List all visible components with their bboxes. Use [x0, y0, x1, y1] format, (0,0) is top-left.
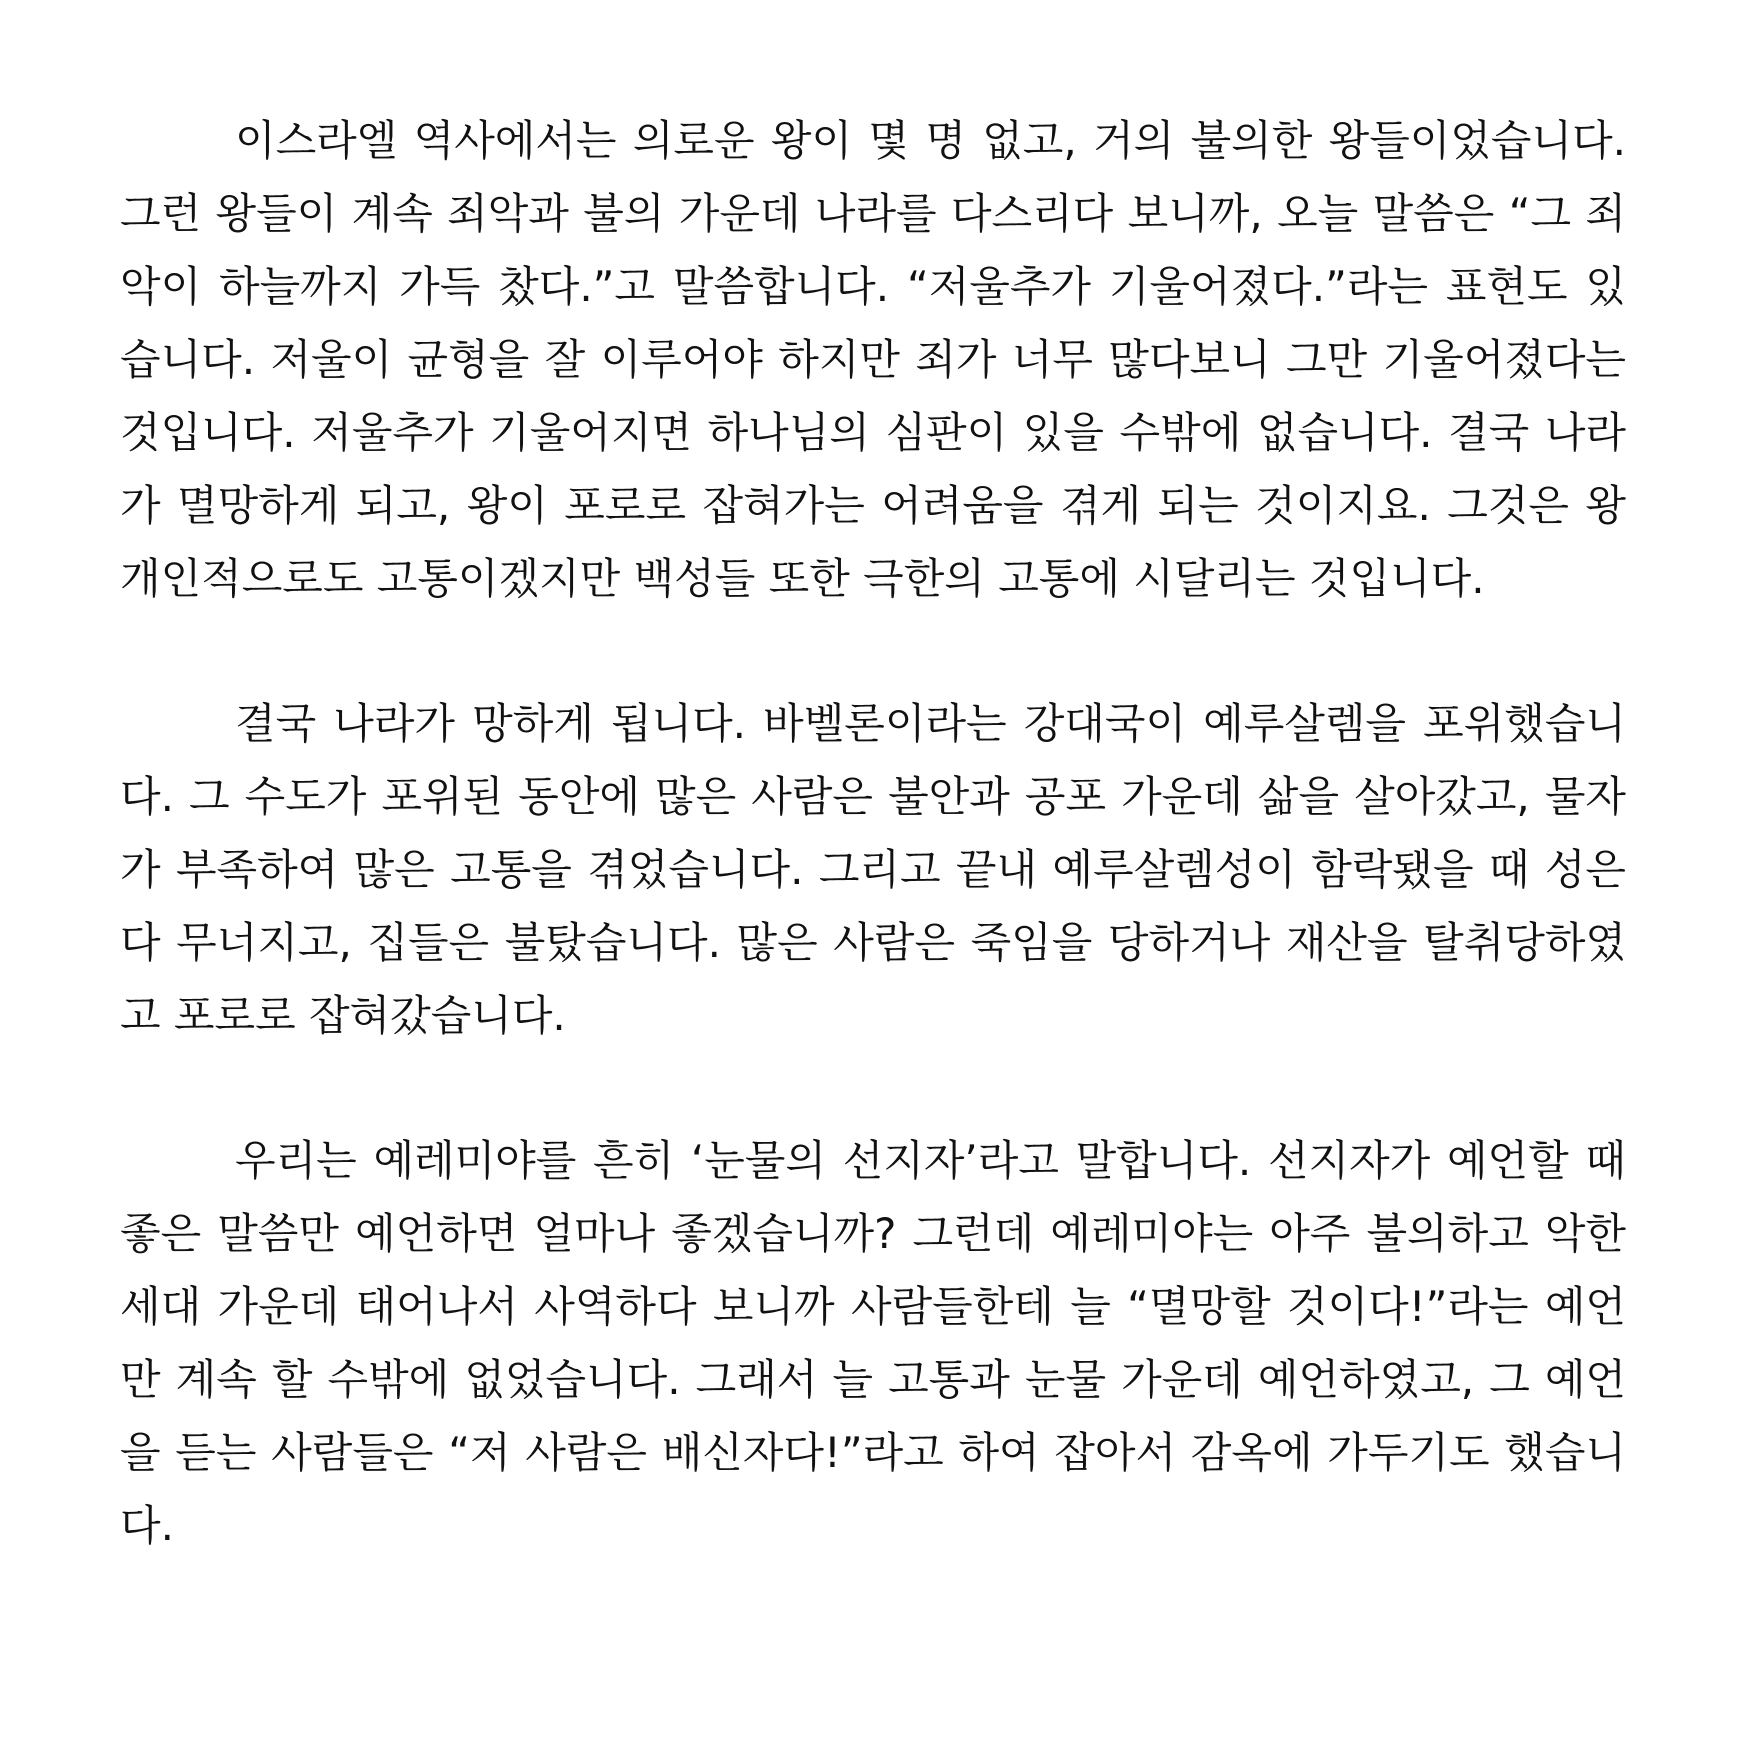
document-page [120, 104, 1626, 1562]
paragraph-3: 우리는 예레미야를 흔히 ‘눈물의 선지자’라고 말합니다. 선지자가 예언할 때 좋은 말씀만 예언하면 얼마나 좋겠습니까? 그런데 예레미야는 아주 불의하고 악한 세대 가운데 태어나서 사역하다 보니까 사람들한테 늘 “멸망할 것이다!”라는 예언만 계속 할 수밖에 없었습니다. 그래서 늘 고통과 눈물 가운데 예언하였고, 그 예언을 듣는 사람들은 “저 사람은 배신자다!”라고 하여 잡아서 감옥에 가두기도 했습니다. [120, 1136, 1626, 1550]
paragraph-2: 결국 나라가 망하게 됩니다. 바벨론이라는 강대국이 예루살렘을 포위했습니다. 그 수도가 포위된 동안에 많은 사람은 불안과 공포 가운데 삶을 살아갔고, 물자가 부족하여 많은 고통을 겪었습니다. 그리고 끝내 예루살렘성이 함락됐을 때 성은 다 무너지고, 집들은 불탔습니다. 많은 사람은 죽임을 당하거나 재산을 탈취당하였고 포로로 잡혀갔습니다. [120, 699, 1626, 1040]
paragraph-1: 이스라엘 역사에서는 의로운 왕이 몇 명 없고, 거의 불의한 왕들이었습니다. 그런 왕들이 계속 죄악과 불의 가운데 나라를 다스리다 보니까, 오늘 말씀은 “그 죄악이 하늘까지 가득 찼다.”고 말씀합니다. “저울추가 기울어졌다.”라는 표현도 있습니다. 저울이 균형을 잘 이루어야 하지만 죄가 너무 많다보니 그만 기울어졌다는 것입니다. 저울추가 기울어지면 하나님의 심판이 있을 수밖에 없습니다. 결국 나라가 멸망하게 되고, 왕이 포로로 잡혀가는 어려움을 겪게 되는 것이지요. 그것은 왕 개인적으로도 고통이겠지만 백성들 또한 극한의 고통에 시달리는 것입니다. [120, 116, 1626, 603]
